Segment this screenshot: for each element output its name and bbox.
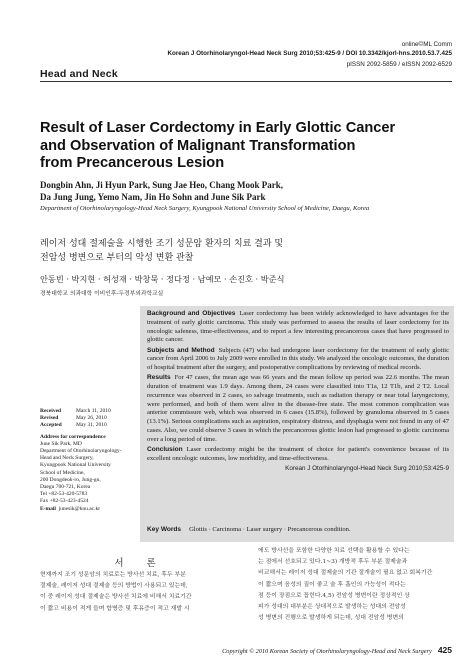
accepted-date: May 31, 2010: [76, 422, 107, 429]
background-text: Laser cordectomy has been widely acknowledged to have advantages for the treatment of early glottic carcinoma. This study was performed to assess the results of laser cordectomy for its oncologic safeness, time-effectiveness, and to report a few interesting precancerous cases that have progressed to glottic cancer.: [147, 310, 449, 344]
body-column-1: [40, 570, 240, 615]
korean-title: [40, 238, 440, 265]
introduction-heading: 서 론: [114, 558, 166, 569]
abstract-citation: Korean J Otorhinolaryngol-Head Neck Surg 2010;53:425-9: [285, 464, 449, 472]
col1-line-1: 현재까지 조기 성문암의 치료로는 방사선 치료, 후두 부분: [40, 572, 186, 578]
correspondence-line-1: Department of Otorhinolaryngology-: [40, 448, 122, 455]
revised-date: May 26, 2010: [76, 415, 107, 422]
received-date: March 11, 2010: [76, 408, 111, 414]
page-number: 425: [437, 645, 452, 655]
correspondence-label: Address for correspondence: [40, 433, 106, 440]
method-text: Subjects (47) who had undergone laser cordectomy for the treatment of early glottic cancer from April 2006 to July 2009 were enrolled in this study. We analyzed the oncologic outcomes, the duration of hospital treatment after the surgery, and postoperative complications by reviewing of medical records.: [147, 346, 449, 371]
key-words-text: Glottis · Carcinoma · Laser surgery · Precancerous condition.: [189, 526, 351, 533]
abstract-text: [147, 310, 449, 475]
conclusion-text: Laser cordectomy might be the treatment of choice for patient's convenience because of its excellent oncologic outcomes, low morbidity, and time-effectiveness.: [147, 445, 449, 462]
abstract-results: [147, 374, 449, 444]
article-sidebar: [40, 408, 135, 513]
dates-table: [40, 408, 111, 430]
abstract-method: [147, 347, 449, 373]
abstract-background: [147, 310, 449, 345]
correspondence-line-2: Head and Neck Surgery,: [40, 455, 94, 462]
results-text: For 47 cases, the mean age was 66 years and the mean follow up period was 22.6 months. The mean duration of treatment was 1.9 days. Among them, 24 cases were classified into T1a, 12 T1b, and 2 T2. Local recurrence was observed in 2 cases, so salvage treatments, such as radiation therapy or near total laryngectomy, were performed, and both of them were alive in the disease-free state. The most common complication was anterior commissure web, which was observed in 6 cases (15.8%), followed by granuloma observed in 5 cases (13.1%). Serious complications such as aspiration, respiratory distress, and dysphagia were not found in any of 47 cases. Also, we could observe 3 cases in which the precancerous glottic lesion had progressed to glottic carcinoma over a long period of time.: [147, 374, 449, 443]
key-words: [147, 526, 449, 533]
title-line-2: and Observation of Malignant Transformation: [40, 137, 356, 154]
citation-line: Korean J Otorhinolaryngol-Head Neck Surg 2010;53:425-9 / DOI 10.3342/kjorl-hns.2010.53.7.425: [167, 50, 452, 57]
korean-affiliation: 경북대학교 의과대학 이비인후-두경부외과학교실: [40, 291, 164, 297]
korean-title-line-1: 레이저 성대 절제술을 시행한 조기 성문암 환자의 치료 결과 및: [40, 239, 284, 249]
title-line-3: from Precancerous Lesion: [40, 155, 225, 171]
conclusion-label: Conclusion: [147, 445, 183, 453]
correspondence-line-4: School of Medicine,: [40, 469, 85, 476]
korean-title-line-2: 전암성 병변으로 부터의 악성 변환 관찰: [40, 252, 194, 263]
background-label: Background and Objectives: [147, 310, 236, 317]
email-line: [40, 506, 135, 513]
results-label: Results: [147, 374, 171, 382]
col2-line-5: 점 등이 장점으로 꼽힌다.4,5) 전암성 병변이란 정상적인 상: [258, 592, 410, 599]
issn-line: pISSN 2092-5859 / eISSN 2092-6529: [346, 61, 452, 68]
received-row: [40, 408, 111, 415]
accepted-label: Accepted: [40, 422, 62, 429]
header-divider: [40, 81, 452, 82]
correspondence-line-3: Kyungpook National University: [40, 462, 111, 469]
revised-row: [40, 415, 111, 422]
affiliation: Department of Otorhinolaryngology-Head Neck Surgery, Kyungpook National University School of Medicine, Daegu, Korea: [40, 205, 370, 212]
col2-line-7: 성 병변의 진행으로 발생하게 되는데, 성대 전암성 병변의: [258, 615, 404, 622]
journal-header-info: [167, 40, 452, 69]
col2-line-3: 비교해서는 레이저 성대 절제술의 기관 절개술이 필요 없고 회복기간: [258, 570, 433, 577]
accepted-row: [40, 422, 111, 429]
col1-line-3: 이 중 레이저 성대 절제술은 방사선 치료에 비해서 치료기간: [40, 594, 192, 601]
correspondence-name: June Sik Park, MD: [40, 440, 82, 447]
authors-line-2: Da Jung Jung, Yemo Nam, Jin Ho Sohn and June Sik Park: [40, 191, 266, 202]
title-line-1: Result of Laser Cordectomy in Early Glottic Cancer: [40, 120, 396, 136]
revised-label: Revised: [40, 415, 59, 422]
fax-line: Fax +82-53-423-4524: [40, 498, 89, 505]
col1-line-4: 이 짧고 비용이 적게 들며 합병증 및 후유증이 적고 재발 시: [40, 605, 190, 612]
author-list: [40, 180, 460, 203]
col2-line-6: 피가 성대의 대부분은 상대적으로 발생하는 성대의 전암성: [258, 604, 406, 611]
journal-logo: Head and Neck: [40, 68, 118, 80]
col2-line-2: 는 점에서 선호되고 있다.1~3) 개방적 후두 부분 절제술과: [258, 559, 408, 566]
body-column-2: [258, 546, 454, 624]
korean-authors: 안동빈 · 박지현 · 허성재 · 박창묵 · 정다정 · 남예모 · 손진호 · 박준식: [40, 274, 285, 284]
tel-line: Tel +82-53-420-5783: [40, 491, 88, 498]
copyright-text: Copyright © 2010 Korean Society of Otorhinolaryngology-Head and Neck Surgery: [222, 648, 432, 655]
col2-line-4: 이 짧으며 음성의 질이 좋고 술 후 흡인의 가능성이 적다는: [258, 581, 406, 588]
col2-line-1: 에도 방사선을 포함한 다양한 치료 선택을 활용할 수 있다는: [258, 548, 410, 554]
article-title: [40, 120, 450, 173]
page-footer: [40, 645, 452, 655]
email-label: E-mail: [40, 505, 56, 512]
abstract-conclusion: [147, 446, 449, 464]
correspondence-line-5: 200 Dongdeok-ro, Jung-gu,: [40, 476, 101, 483]
col1-line-2: 절제술, 레이저 성대 절제술 등의 방법이 사용되고 있는데,: [40, 583, 188, 590]
email-address[interactable]: junesik@knu.ac.kr: [58, 505, 101, 512]
key-words-label: Key Words: [147, 526, 182, 533]
received-label: Received: [40, 408, 62, 414]
method-label: Subjects and Method: [147, 346, 215, 354]
authors-line-1: Dongbin Ahn, Ji Hyun Park, Sung Jae Heo, Chang Mook Park,: [40, 180, 284, 190]
correspondence-line-6: Daegu 700-721, Korea: [40, 484, 91, 491]
online-label: online©ML Comm: [401, 41, 452, 48]
